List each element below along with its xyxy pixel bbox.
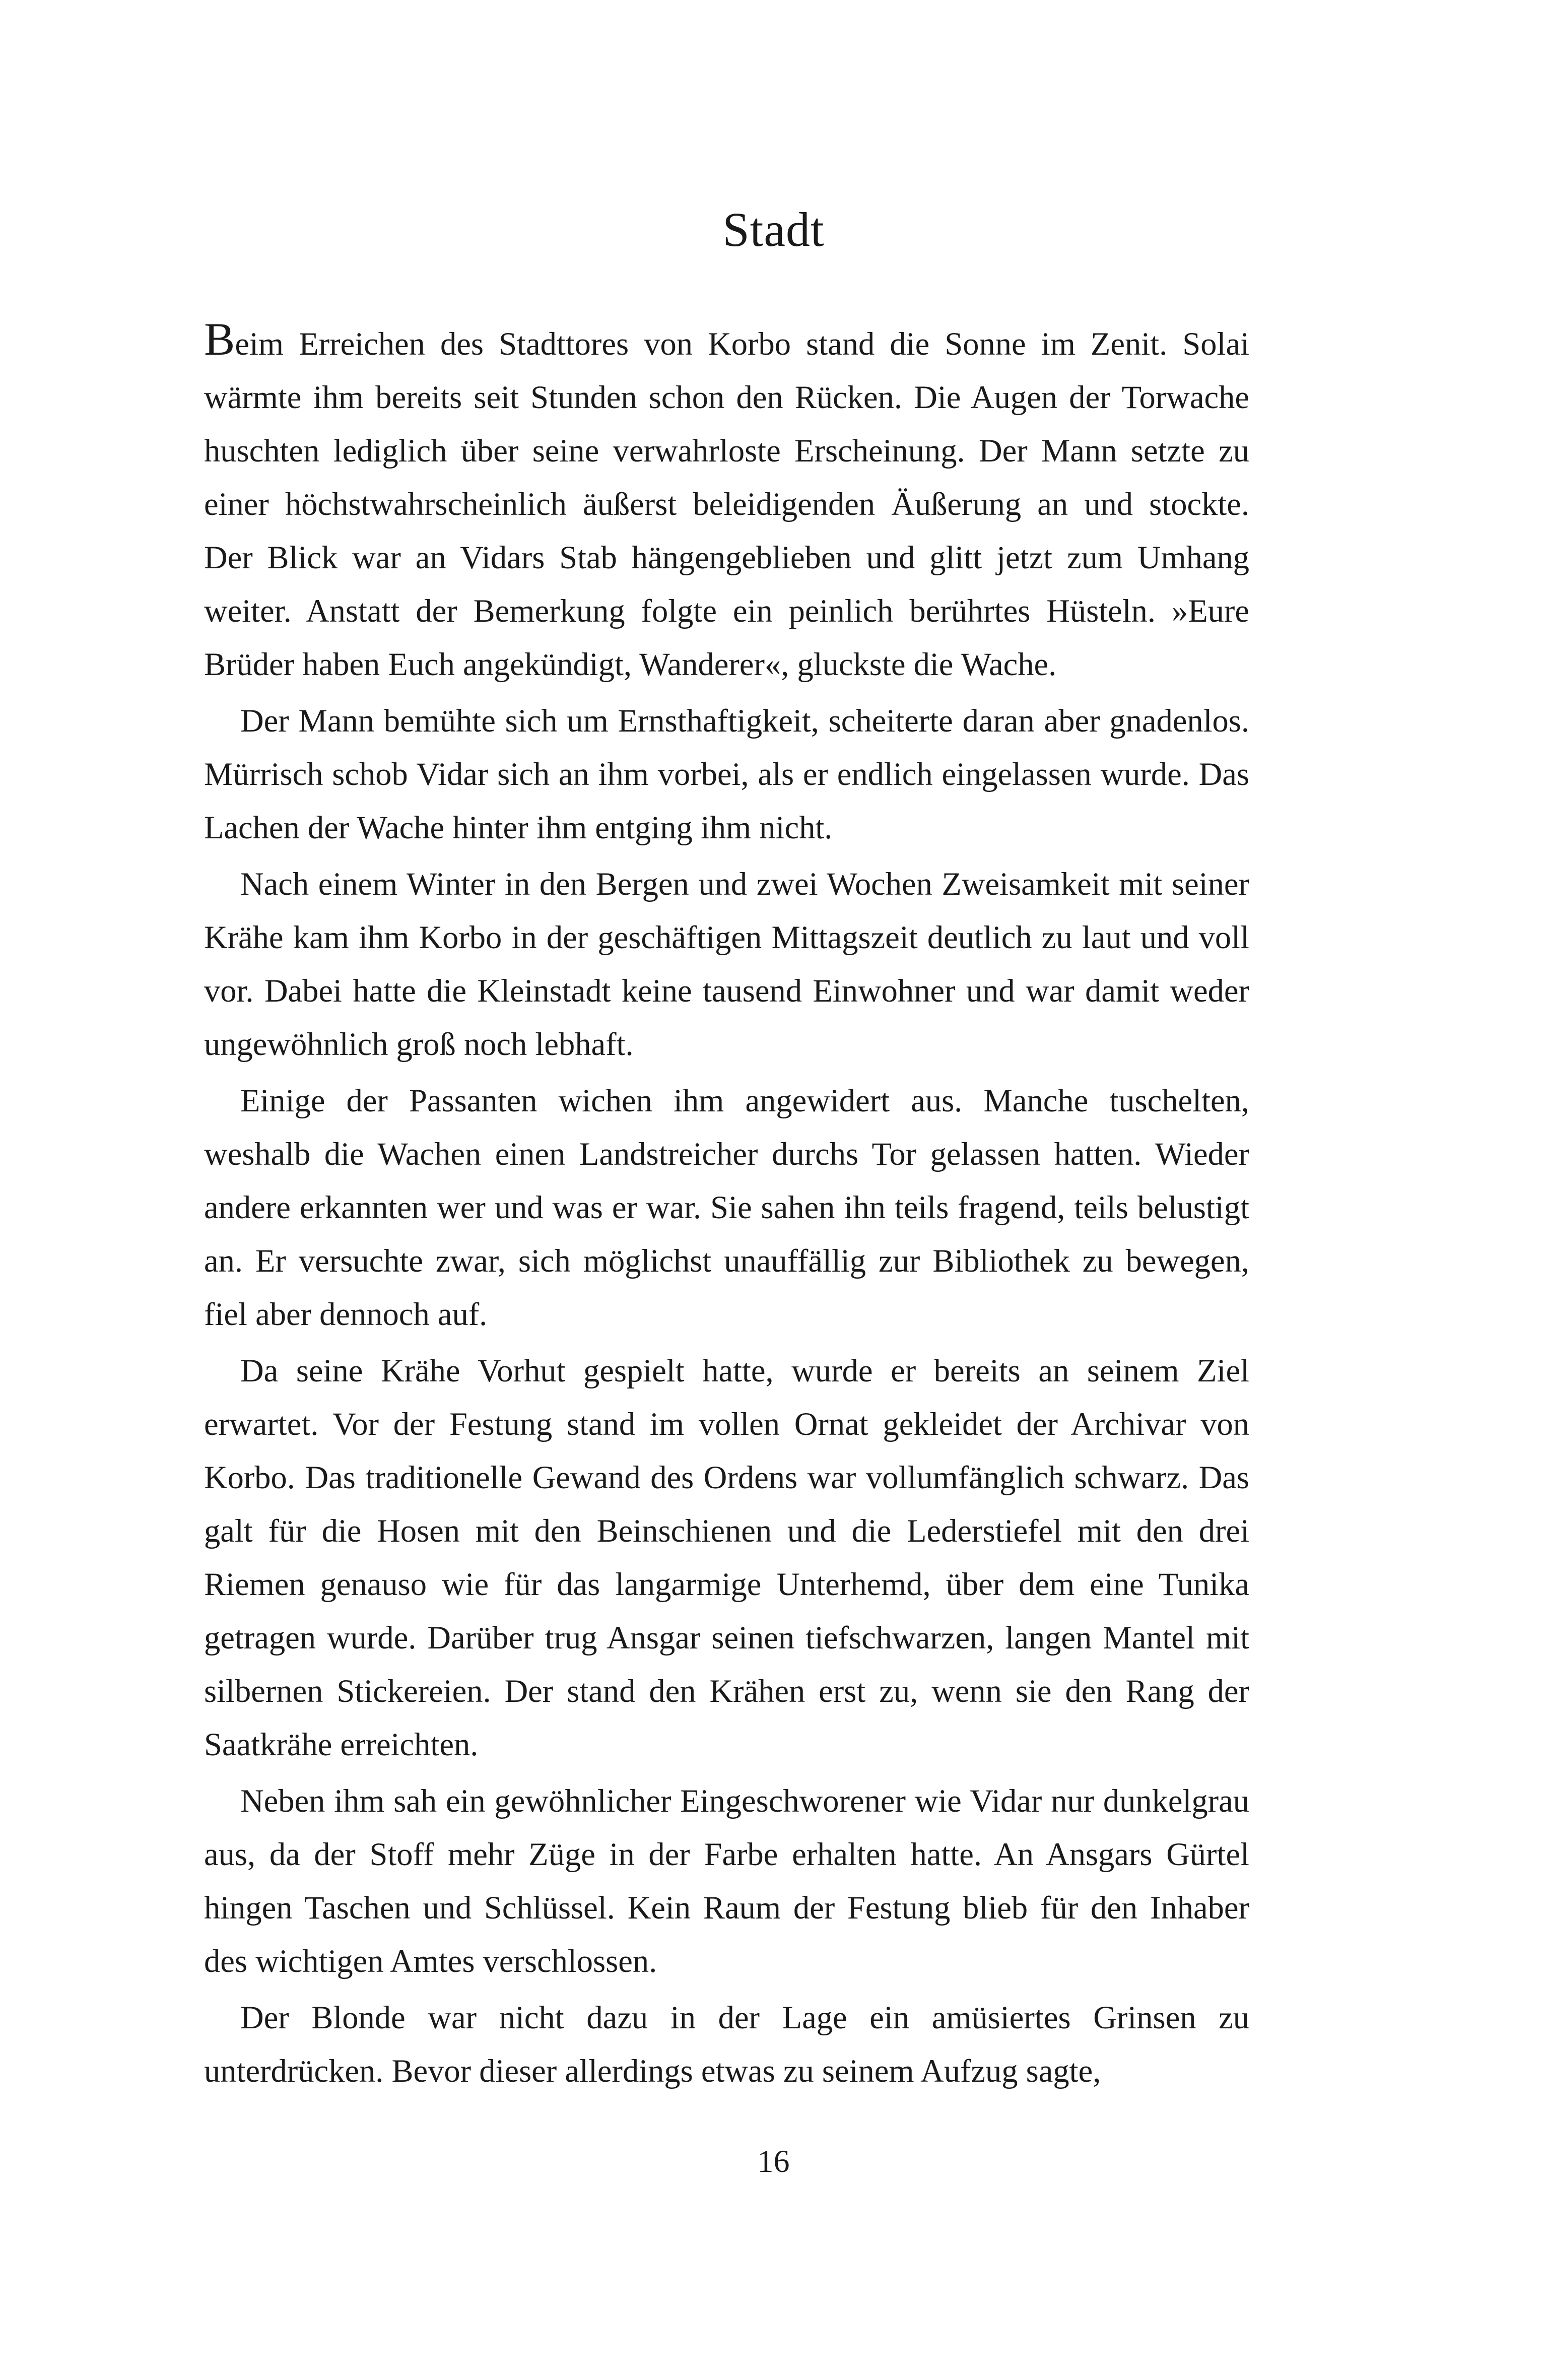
paragraph-2: Der Mann bemühte sich um Ernsthaftigkeit, scheiterte daran aber gnadenlos. Mürrisch schob Vidar sich an ihm vorbei, als er endlich eingelassen wurde. Das Lachen der Wache hinter ihm entging ihm nicht. bbox=[204, 703, 1249, 845]
paragraph-7: Der Blonde war nicht dazu in der Lage ein amüsiertes Grinsen zu unterdrücken. Bevor dieser allerdings etwas zu seinem Aufzug sagte, bbox=[204, 2000, 1249, 2089]
paragraph-6: Neben ihm sah ein gewöhnlicher Eingeschworener wie Vidar nur dunkelgrau aus, da der Stoff mehr Züge in der Farbe erhalten hatte. An Ansgars Gürtel hingen Taschen und Schlüssel. Kein Raum der Festung blieb für den Inhaber des wichtigen Amtes verschlossen. bbox=[204, 1783, 1249, 1979]
paragraph-4: Einige der Passanten wichen ihm angewidert aus. Manche tuschelten, weshalb die Wachen einen Landstreicher durchs Tor gelassen hatten. Wieder andere erkannten wer und was er war. Sie sahen ihn teils fragend, teils belustigt an. Er versuchte zwar, sich möglichst unauffällig zur Bibliothek zu bewegen, fiel aber dennoch auf. bbox=[204, 1083, 1249, 1332]
paragraph-1 bbox=[204, 313, 1249, 691]
initial-letter: B bbox=[204, 313, 235, 365]
paragraph-1-text: eim Erreichen des Stadttores von Korbo stand die Sonne im Zenit. Solai wärmte ihm bereits seit Stunden schon den Rücken. Die Augen der Torwache huschten lediglich über seine verwahrloste Erscheinung. Der Mann setzte zu einer höchstwahrscheinlich äußerst beleidigenden Äußerung an und stockte. Der Blick war an Vidars Stab hängengeblieben und glitt jetzt zum Umhang weiter. Anstatt der Bemerkung folgte ein peinlich berührtes Hüsteln. »Eure Brüder haben Euch angekündigt, Wanderer«, gluckste die Wache. bbox=[204, 326, 1249, 682]
page-number: 16 bbox=[757, 2143, 790, 2179]
chapter-title: Stadt bbox=[722, 203, 825, 256]
body-text bbox=[204, 313, 1249, 2101]
paragraph-5: Da seine Krähe Vorhut gespielt hatte, wurde er bereits an seinem Ziel erwartet. Vor der Festung stand im vollen Ornat gekleidet der Archivar von Korbo. Das traditionelle Gewand des Ordens war vollumfänglich schwarz. Das galt für die Hosen mit den Beinschienen und die Lederstiefel mit den drei Riemen genauso wie für das langarmige Unterhemd, über dem eine Tunika getragen wurde. Darüber trug Ansgar seinen tiefschwarzen, langen Mantel mit silbernen Stickereien. Der stand den Krähen erst zu, wenn sie den Rang der Saatkrähe erreichten. bbox=[204, 1353, 1249, 1762]
paragraph-3: Nach einem Winter in den Bergen und zwei Wochen Zweisamkeit mit seiner Krähe kam ihm Korbo in der geschäftigen Mittagszeit deutlich zu laut und voll vor. Dabei hatte die Kleinstadt keine tausend Einwohner und war damit weder ungewöhnlich groß noch lebhaft. bbox=[204, 866, 1249, 1062]
